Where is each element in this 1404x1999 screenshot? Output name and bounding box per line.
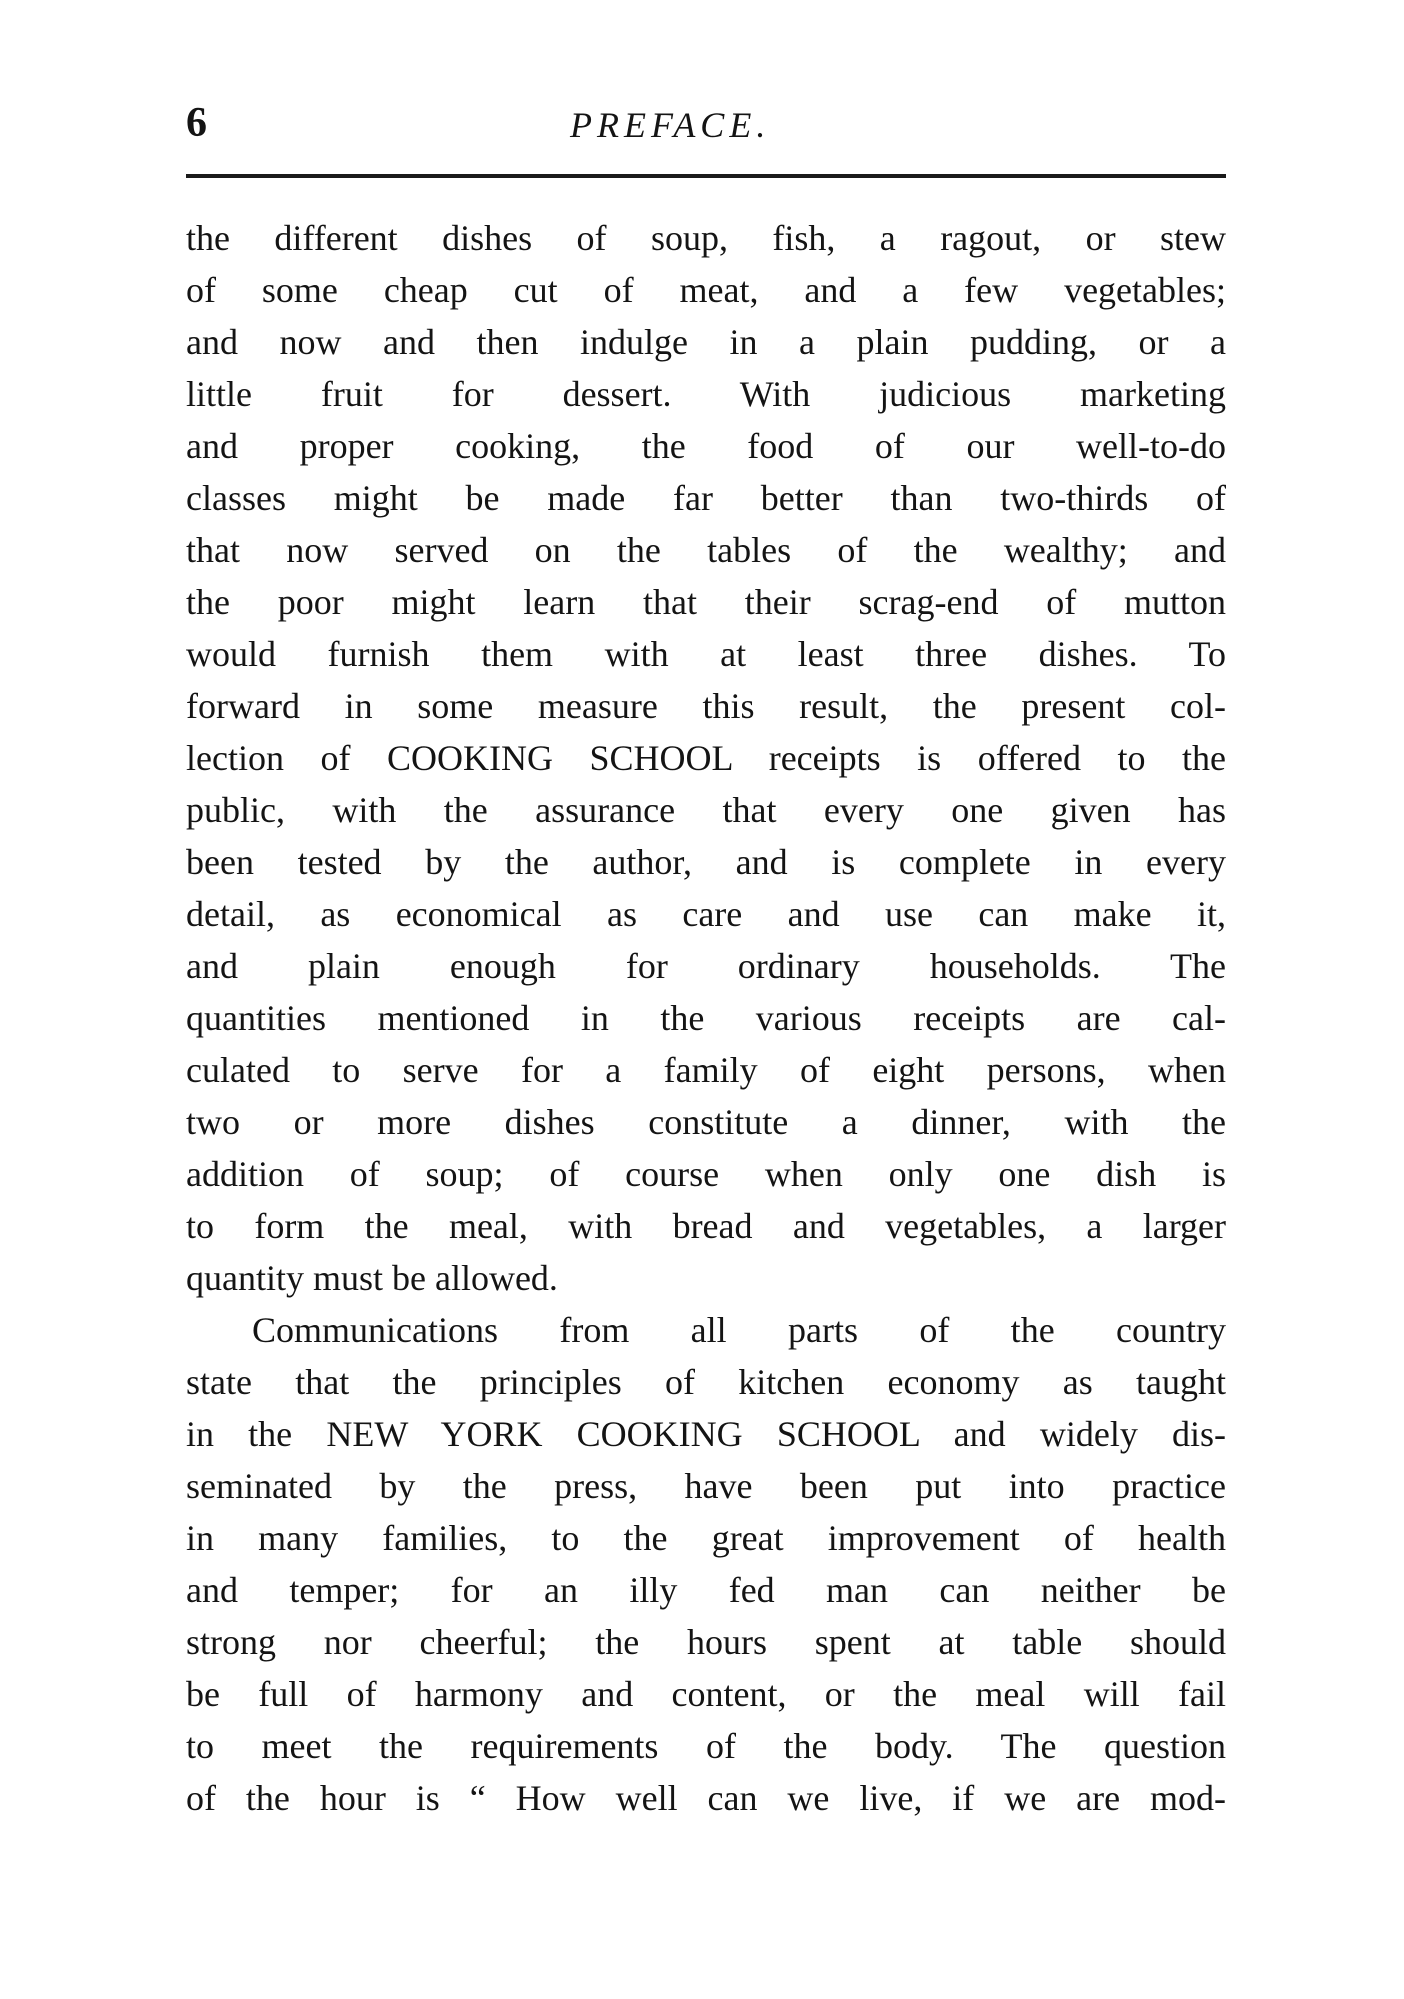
text-line: public, with the assurance that every one given has <box>186 790 1226 830</box>
text-line: would furnish them with at least three dishes. To <box>186 634 1226 674</box>
text-line: and proper cooking, the food of our well-to-do <box>186 426 1226 466</box>
text-line: the poor might learn that their scrag-end of mutton <box>186 582 1226 622</box>
text-line: forward in some measure this result, the present col- <box>186 686 1226 726</box>
text-line: quantities mentioned in the various receipts are cal- <box>186 998 1226 1038</box>
body-text <box>186 212 1226 1824</box>
text-line: and temper; for an illy fed man can neither be <box>186 1570 1226 1610</box>
text-line: that now served on the tables of the wealthy; and <box>186 530 1226 570</box>
text-line: state that the principles of kitchen economy as taught <box>186 1362 1226 1402</box>
text-line: and now and then indulge in a plain pudding, or a <box>186 322 1226 362</box>
text-line: in the NEW YORK COOKING SCHOOL and widely dis- <box>186 1414 1226 1454</box>
text-line: seminated by the press, have been put into practice <box>186 1466 1226 1506</box>
text-line: two or more dishes constitute a dinner, with the <box>186 1102 1226 1142</box>
text-line: Communications from all parts of the country <box>252 1310 1226 1350</box>
text-line: culated to serve for a family of eight persons, when <box>186 1050 1226 1090</box>
page-number: 6 <box>186 100 207 146</box>
text-line: lection of COOKING SCHOOL receipts is offered to the <box>186 738 1226 778</box>
text-line: been tested by the author, and is complete in every <box>186 842 1226 882</box>
text-line: in many families, to the great improvement of health <box>186 1518 1226 1558</box>
header-rule <box>186 174 1226 178</box>
running-title: PREFACE. <box>570 105 771 145</box>
text-line: of the hour is “ How well can we live, if we are mod- <box>186 1778 1226 1818</box>
text-line: of some cheap cut of meat, and a few vegetables; <box>186 270 1226 310</box>
text-line: and plain enough for ordinary households. The <box>186 946 1226 986</box>
text-line: to meet the requirements of the body. The question <box>186 1726 1226 1766</box>
text-line: quantity must be allowed. <box>186 1258 558 1298</box>
text-line: classes might be made far better than two-thirds of <box>186 478 1226 518</box>
text-line: addition of soup; of course when only one dish is <box>186 1154 1226 1194</box>
text-line: little fruit for dessert. With judicious marketing <box>186 374 1226 414</box>
text-line: the different dishes of soup, fish, a ragout, or stew <box>186 218 1226 258</box>
text-line: be full of harmony and content, or the meal will fail <box>186 1674 1226 1714</box>
text-line: strong nor cheerful; the hours spent at table should <box>186 1622 1226 1662</box>
text-line: to form the meal, with bread and vegetables, a larger <box>186 1206 1226 1246</box>
text-line: detail, as economical as care and use can make it, <box>186 894 1226 934</box>
